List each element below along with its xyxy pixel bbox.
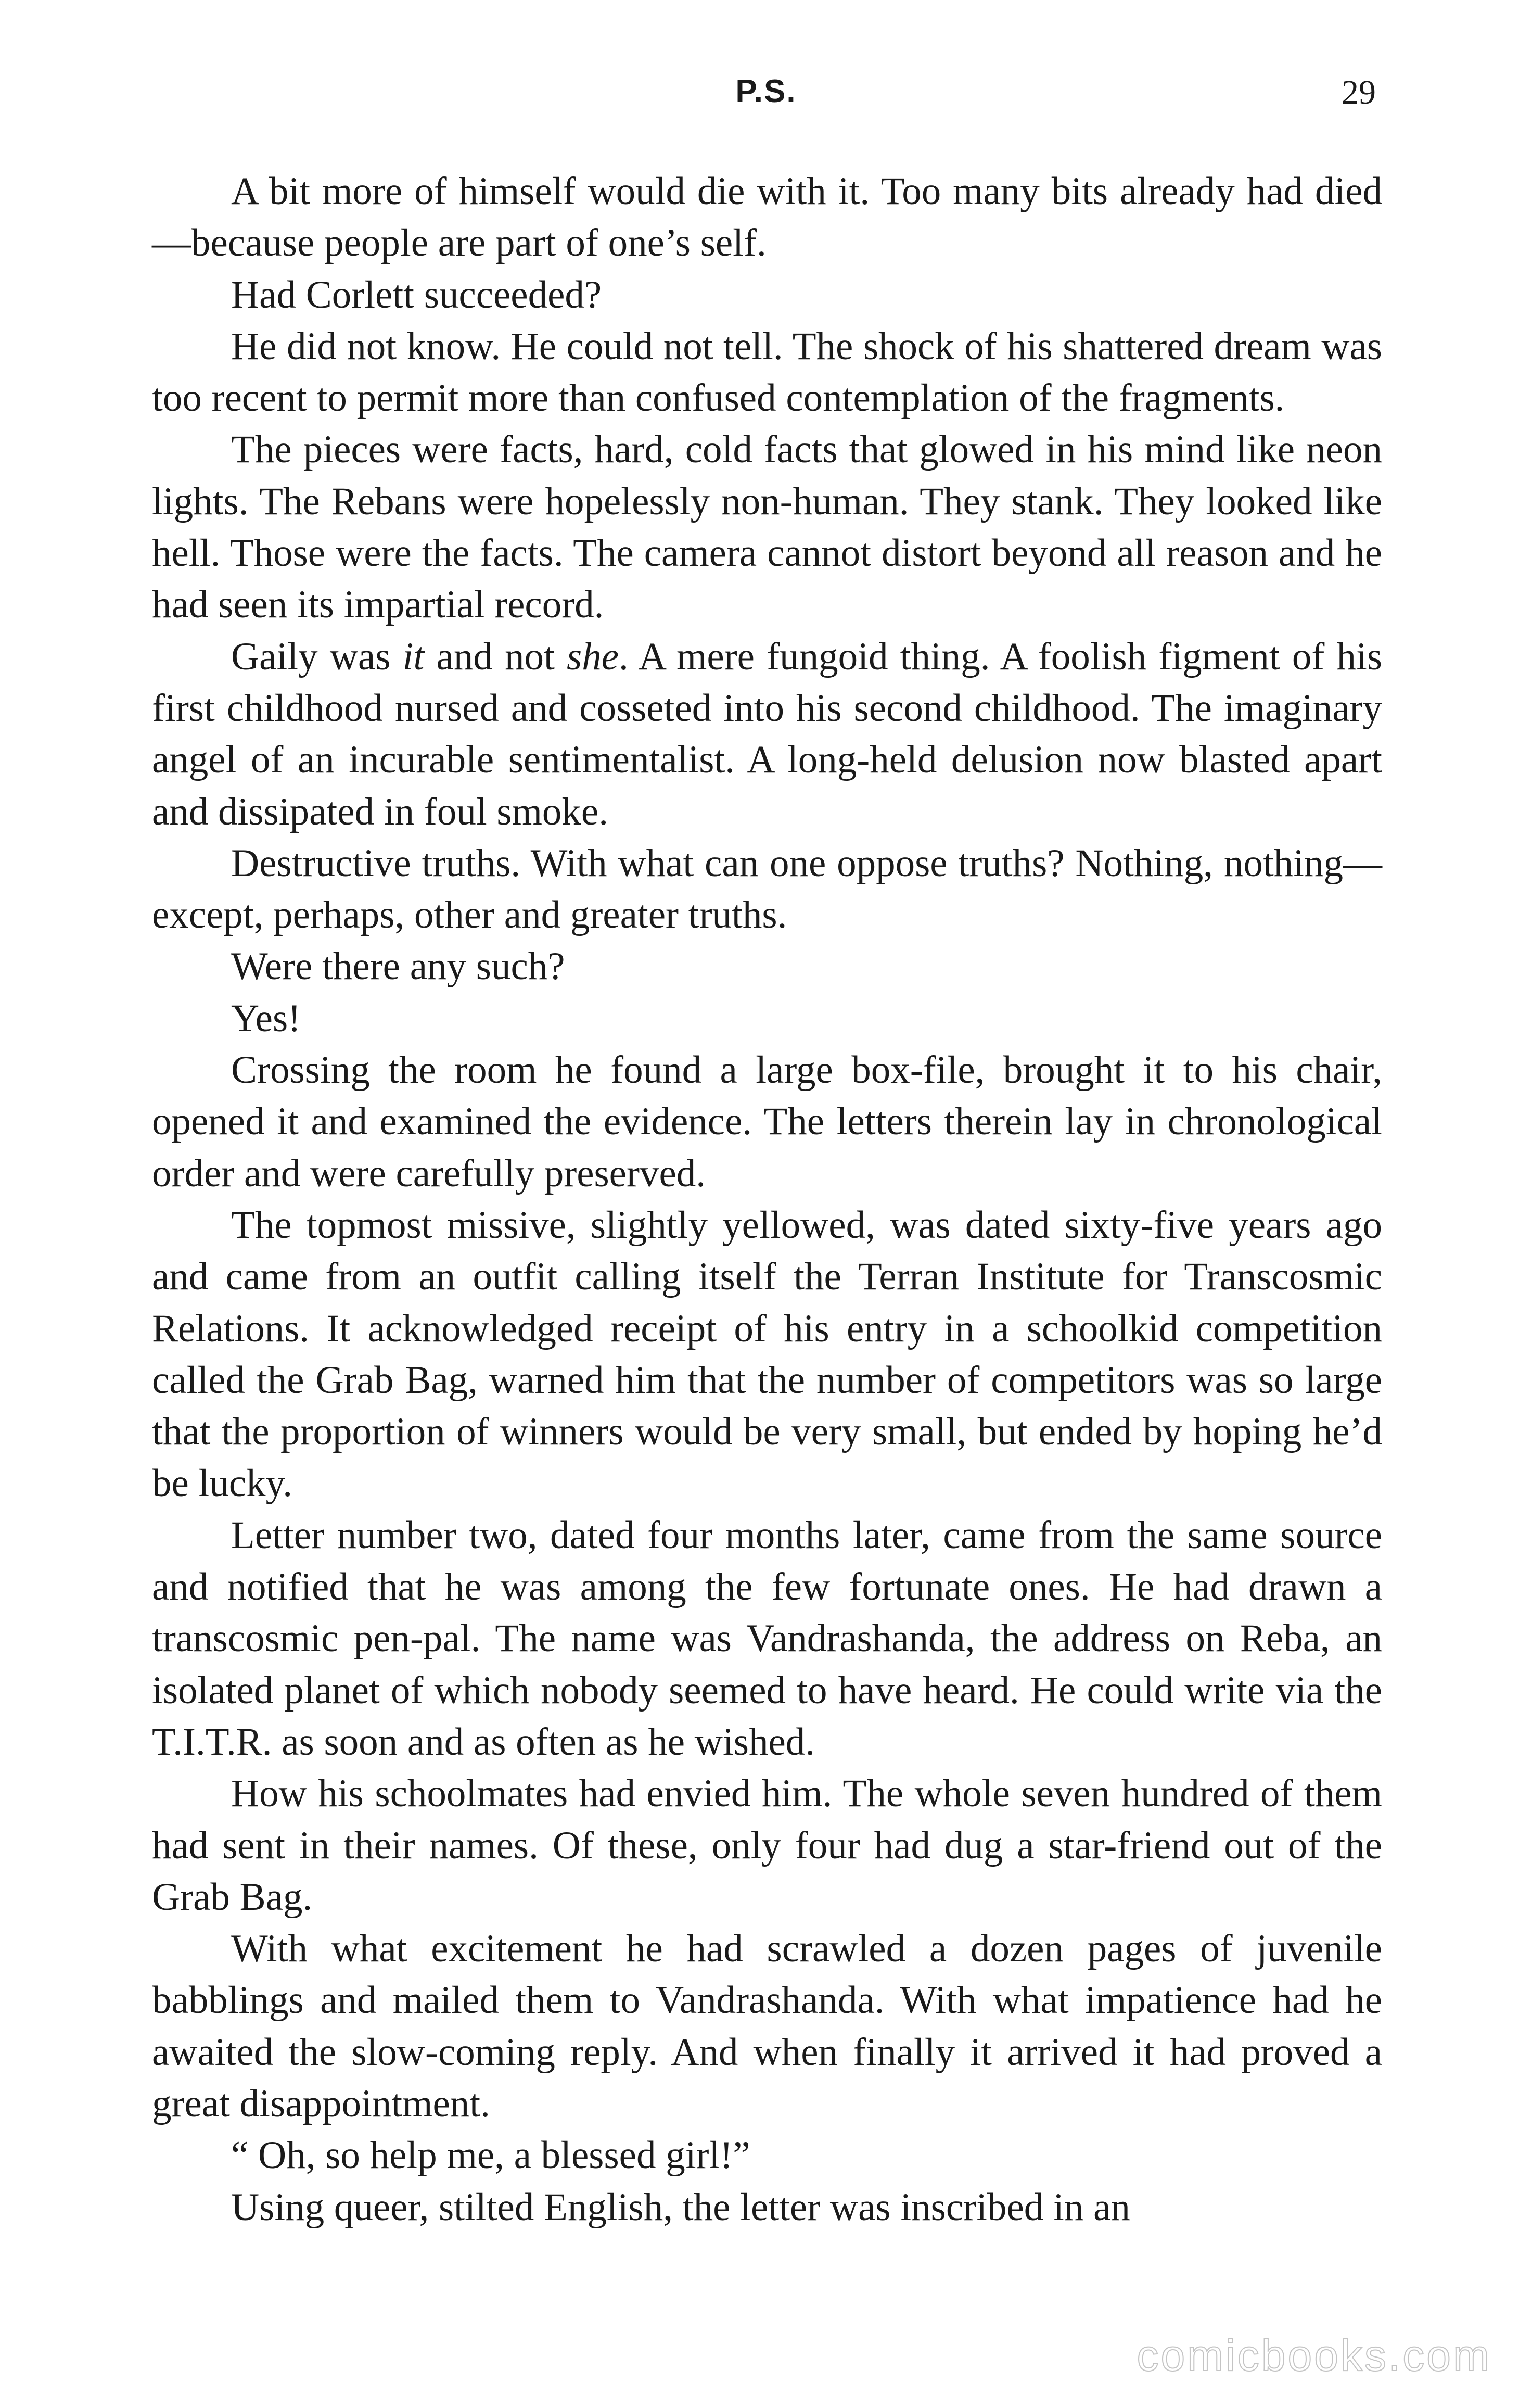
paragraph-15: Using queer, stilted English, the letter was inscribed in an [231, 2185, 1130, 2229]
paragraph-7: Were there any such? [231, 945, 565, 988]
paragraph-8: Yes! [231, 996, 301, 1040]
paragraph-13: With what excitement he had scrawled a dozen pages of juvenile babblings and mailed them to Vandrashanda. With what impatience had he awaited the slow-coming reply. And when finally it arrived it had proved a great disappointment. [152, 1927, 1382, 2125]
paragraph-10: The topmost missive, slightly yellowed, was dated sixty-five years ago and came from an outfit calling itself the Terran Institute for Transcosmic Relations. It acknowledged receipt of his entry in a schoolkid competition called the Grab Bag, warned him that the number of competitors was so large that the proportion of winners would be very small, but ended by hoping he’d be lucky. [152, 1203, 1382, 1505]
watermark: comicbooks.com [1137, 2331, 1491, 2380]
paragraph-3: He did not know. He could not tell. The shock of his shattered dream was too recent to permit more than confused contemplation of the fragments. [152, 324, 1382, 420]
paragraph-4: The pieces were facts, hard, cold facts that glowed in his mind like neon lights. The Rebans were hopelessly non-human. They stank. They looked like hell. Those were the facts. The camera cannot distort beyond all reason and he had seen its impartial record. [152, 428, 1382, 627]
paragraph-11: Letter number two, dated four months later, came from the same source and notified that he was among the few fortunate ones. He had drawn a transcosmic pen-pal. The name was Vandrashanda, the address on Reba, an isolated planet of which nobody seemed to have heard. He could write via the T.I.T.R. as soon and as often as he wished. [152, 1513, 1382, 1764]
page-header [0, 68, 1532, 125]
body-text [152, 166, 1382, 2233]
paragraph-12: How his schoolmates had envied him. The whole seven hundred of them had sent in their names. Of these, only four had dug a star-friend out of the Grab Bag. [152, 1772, 1382, 1919]
paragraph-6: Destructive truths. With what can one oppose truths? Nothing, nothing—except, perhaps, other and greater truths. [152, 841, 1382, 937]
paragraph-9: Crossing the room he found a large box-file, brought it to his chair, opened it and examined the evidence. The letters therein lay in chronological order and were carefully preserved. [152, 1048, 1382, 1195]
page-number: 29 [1342, 73, 1376, 111]
paragraph-1: A bit more of himself would die with it. Too many bits already had died—because people are part of one’s self. [152, 170, 1382, 265]
emphasis: she [567, 635, 619, 678]
paragraph-2: Had Corlett succeeded? [231, 273, 602, 316]
paragraph-5: Gaily was it and not she. A mere fungoid thing. A foolish figment of his first childhood nursed and cosseted into his second childhood. The imaginary angel of an incurable sentimentalist. A long-held delusion now blasted apart and dissipated in foul smoke. [152, 635, 1383, 833]
emphasis: it [402, 635, 425, 678]
running-head: P.S. [735, 73, 797, 109]
paragraph-14: “ Oh, so help me, a blessed girl!” [231, 2134, 750, 2177]
